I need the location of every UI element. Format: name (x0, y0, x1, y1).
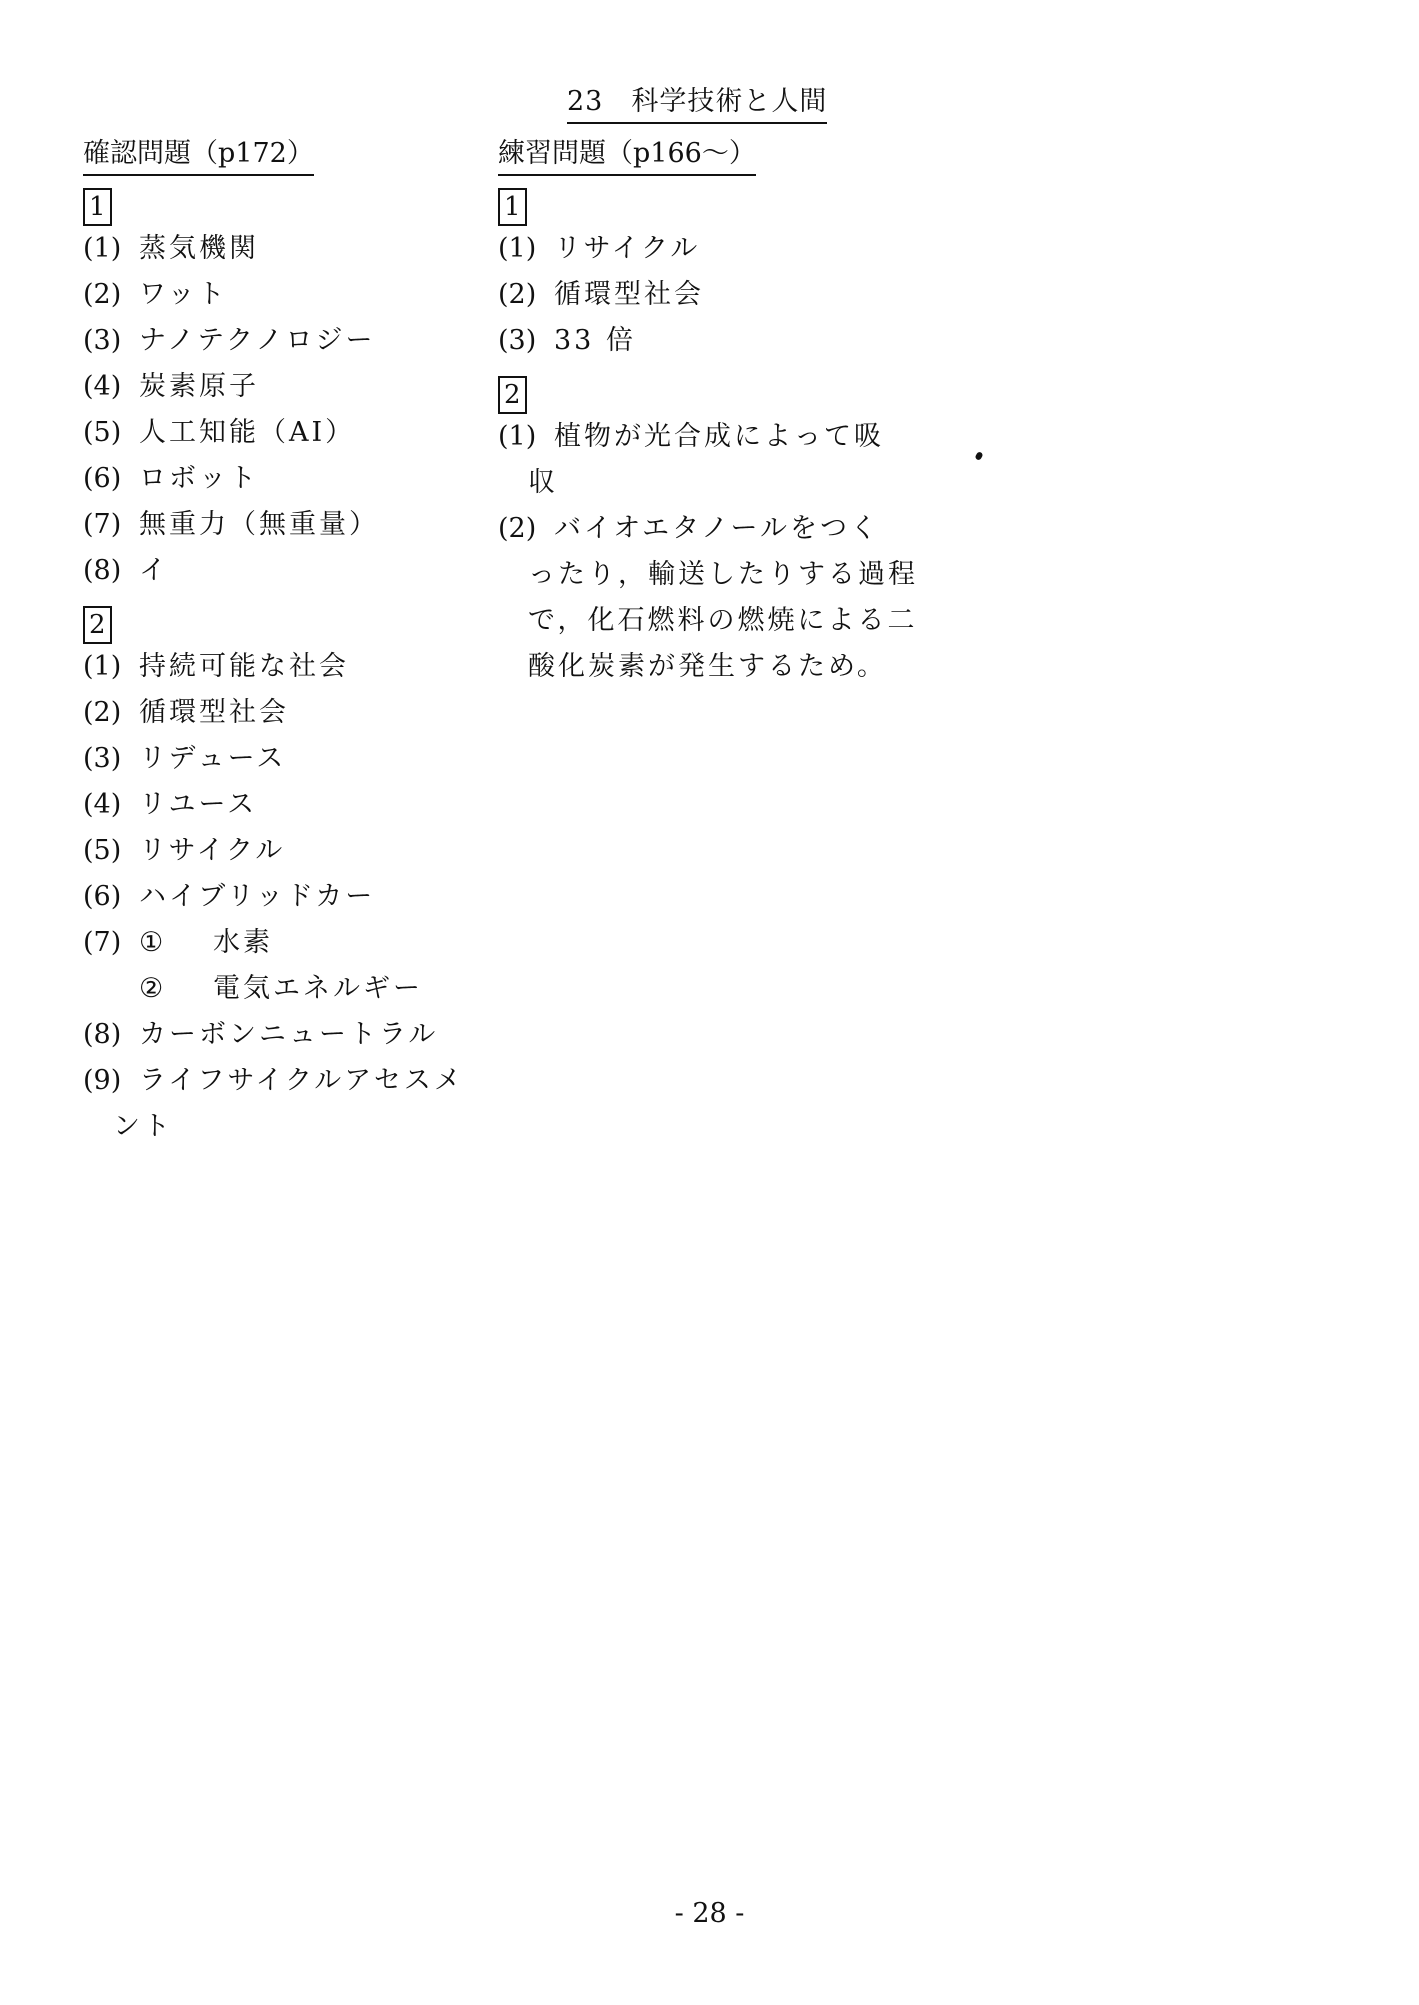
item-text: 33 倍 (554, 325, 636, 356)
sub-item-mark: ② (139, 973, 167, 1004)
item-number: (2) (498, 513, 537, 544)
item-text: カーボンニュートラル (139, 1019, 439, 1050)
sub-item (83, 966, 483, 1012)
item-continuation: ント (113, 1111, 173, 1142)
list-item (83, 690, 483, 736)
list-item (498, 272, 918, 318)
item-number: (8) (83, 555, 122, 586)
item-continuation: 収 (528, 467, 558, 498)
item-continuation: ったり，輸送したりする過程 (528, 559, 918, 590)
list-item (83, 410, 483, 456)
page-title: 23 科学技術と人間 (567, 84, 827, 124)
item-text: 蒸気機関 (139, 233, 259, 264)
right-heading: 練習問題（p166～） (498, 136, 756, 176)
item-continuation: で，化石燃料の燃焼による二 (528, 605, 918, 636)
item-text: 持続可能な社会 (139, 651, 349, 682)
item-number: (5) (83, 417, 122, 448)
item-text: 循環型社会 (554, 279, 704, 310)
right-column (498, 136, 918, 690)
item-text: イ (139, 555, 169, 586)
list-item (83, 318, 483, 364)
item-text: ワット (139, 279, 228, 310)
list-item (498, 226, 918, 272)
list-item (498, 414, 918, 460)
section-box-number: 2 (83, 606, 112, 644)
list-item (83, 456, 483, 502)
item-text: 植物が光合成によって吸 (554, 421, 884, 452)
list-item (83, 736, 483, 782)
item-text: 人工知能（AI） (139, 417, 356, 448)
item-number: (7) (83, 509, 122, 540)
sub-item-mark: ① (139, 927, 167, 958)
stray-mark (974, 451, 983, 461)
item-text: 炭素原子 (139, 371, 259, 402)
item-number: (1) (498, 421, 537, 452)
item-number: (1) (498, 233, 537, 264)
item-number: (4) (83, 789, 122, 820)
left-heading: 確認問題（p172） (83, 136, 314, 176)
item-number: (2) (83, 697, 122, 728)
list-item (83, 874, 483, 920)
item-number: (9) (83, 1065, 122, 1096)
item-number: (6) (83, 463, 122, 494)
list-item (83, 1012, 483, 1058)
sub-item-text: 電気エネルギー (213, 973, 423, 1004)
item-number: (2) (498, 279, 537, 310)
page-number: - 28 - (674, 1898, 745, 1929)
item-text: 循環型社会 (139, 697, 289, 728)
item-number: (8) (83, 1019, 122, 1050)
list-item (498, 506, 918, 552)
list-item (83, 644, 483, 690)
item-number: (3) (498, 325, 537, 356)
item-number: (1) (83, 651, 122, 682)
list-item (83, 364, 483, 410)
item-text: リデュース (139, 743, 287, 774)
list-item (83, 548, 483, 594)
item-number: (5) (83, 835, 122, 866)
item-number: (7) (83, 927, 122, 958)
list-item (498, 318, 918, 364)
list-item (83, 1058, 483, 1104)
item-text: ハイブリッドカー (139, 881, 376, 912)
item-continuation: 酸化炭素が発生するため。 (528, 651, 887, 682)
list-item (83, 502, 483, 548)
item-text: リユース (139, 789, 258, 820)
list-item (83, 828, 483, 874)
item-text: リサイクル (139, 835, 286, 866)
item-text: バイオエタノールをつく (554, 513, 880, 544)
section-box-number: 2 (498, 376, 527, 414)
sub-item-text: 水素 (213, 927, 273, 958)
item-text: ロボット (139, 463, 259, 494)
item-number: (1) (83, 233, 122, 264)
list-item (83, 226, 483, 272)
item-text: 無重力（無重量） (139, 509, 379, 540)
item-text: リサイクル (554, 233, 701, 264)
item-number: (4) (83, 371, 122, 402)
list-item (83, 920, 483, 966)
item-number: (6) (83, 881, 122, 912)
item-number: (3) (83, 743, 122, 774)
section-box-number: 1 (498, 188, 527, 226)
section-box-number: 1 (83, 188, 112, 226)
item-text: ナノテクノロジー (139, 325, 376, 356)
item-number: (3) (83, 325, 122, 356)
item-number: (2) (83, 279, 122, 310)
list-item (83, 272, 483, 318)
left-column (83, 136, 483, 1150)
item-text: ライフサイクルアセスメ (139, 1065, 464, 1096)
list-item (83, 782, 483, 828)
